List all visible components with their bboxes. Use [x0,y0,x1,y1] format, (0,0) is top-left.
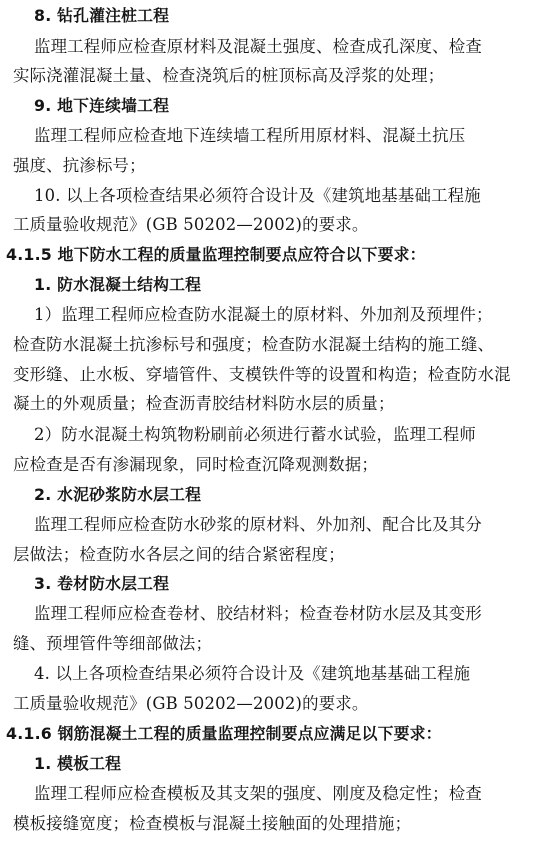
paragraph-line: 2）防水混凝土构筑物粉刷前必须进行蓄水试验，监理工程师 [34,425,476,444]
item-heading-8: 8. 钻孔灌注桩工程 [34,6,170,25]
paragraph-line: 工质量验收规范》(GB 50202—2002)的要求。 [13,215,369,234]
paragraph-line: 监理工程师应检查模板及其支架的强度、刚度及稳定性；检查 [34,784,482,803]
paragraph-line: 缝、预埋管件等细部做法； [13,634,213,653]
paragraph-line: 模板接缝宽度；检查模板与混凝土接触面的处理措施； [13,814,412,833]
paragraph-line: 变形缝、止水板、穿墙管件、支模铁件等的设置和构造；检查防水混 [13,365,511,384]
section-heading-4-1-5: 4.1.5 地下防水工程的质量监理控制要点应符合以下要求： [6,245,426,264]
paragraph-line: 层做法；检查防水各层之间的结合紧密程度； [13,545,345,564]
paragraph-line: 监理工程师应检查卷材、胶结材料；检查卷材防水层及其变形 [34,604,482,623]
paragraph-line: 10. 以上各项检查结果必须符合设计及《建筑地基基础工程施 [34,186,481,205]
item-heading-1: 1. 防水混凝土结构工程 [34,275,202,294]
paragraph-line: 监理工程师应检查防水砂浆的原材料、外加剂、配合比及其分 [34,515,482,534]
paragraph-line: 4. 以上各项检查结果必须符合设计及《建筑地基基础工程施 [34,664,471,683]
item-heading-3: 3. 卷材防水层工程 [34,574,170,593]
paragraph-line: 检查防水混凝土抗渗标号和强度；检查防水混凝土结构的施工缝、 [13,335,495,354]
paragraph-line: 实际浇灌混凝土量、检查浇筑后的桩顶标高及浮浆的处理； [13,66,445,85]
item-heading-9: 9. 地下连续墙工程 [34,96,170,115]
paragraph-line: 强度、抗渗标号； [13,156,146,175]
paragraph-line: 监理工程师应检查地下连续墙工程所用原材料、混凝土抗压 [34,126,466,145]
paragraph-line: 工质量验收规范》(GB 50202—2002)的要求。 [13,694,369,713]
item-heading-1: 1. 模板工程 [34,754,122,773]
paragraph-line: 监理工程师应检查原材料及混凝土强度、检查成孔深度、检查 [34,37,482,56]
paragraph-line: 1）监理工程师应检查防水混凝土的原材料、外加剂及预埋件； [34,305,493,324]
paragraph-line: 凝土的外观质量；检查沥青胶结材料防水层的质量； [13,394,395,413]
section-heading-4-1-6: 4.1.6 钢筋混凝土工程的质量监理控制要点应满足以下要求： [6,724,442,743]
paragraph-line: 应检查是否有渗漏现象，同时检查沉降观测数据； [13,455,378,474]
item-heading-2: 2. 水泥砂浆防水层工程 [34,485,202,504]
